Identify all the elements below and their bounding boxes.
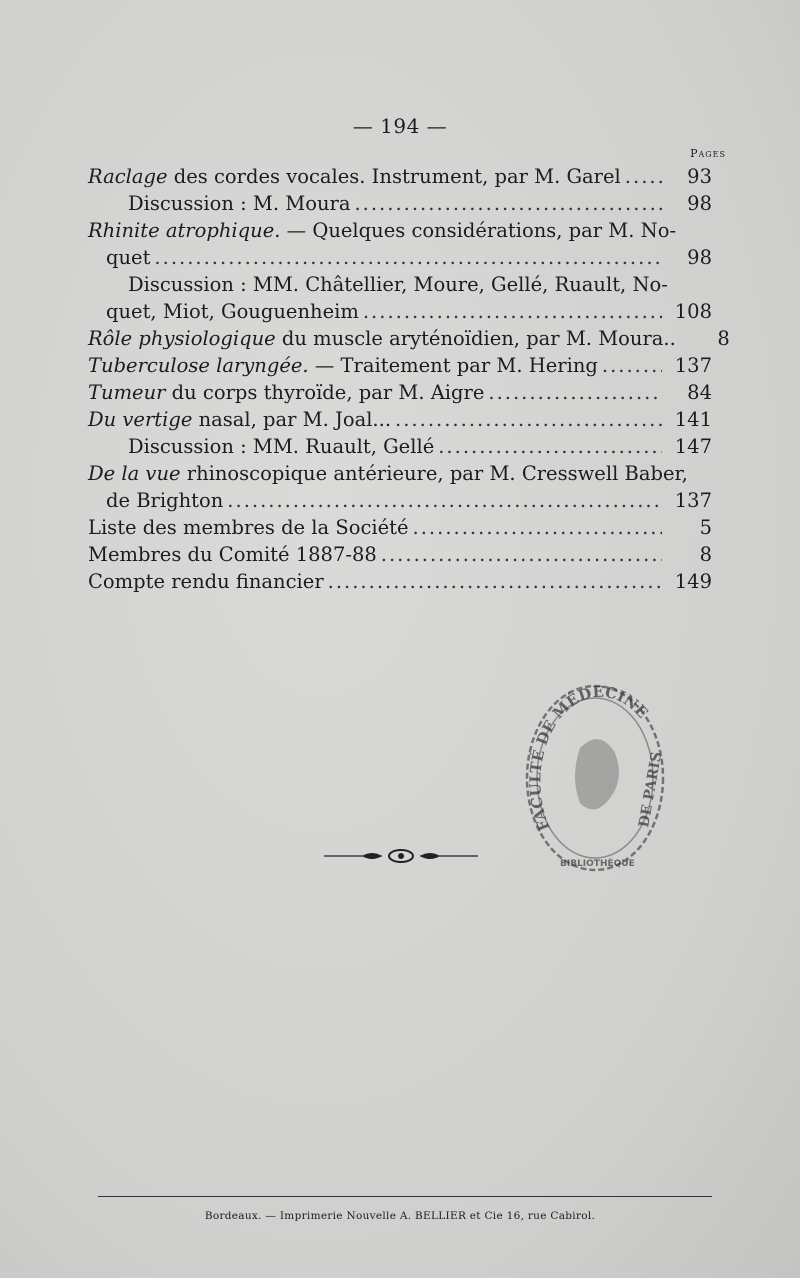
fleuron-ornament-icon bbox=[322, 844, 480, 868]
toc-entry-rhinite bbox=[88, 217, 712, 271]
toc-entry-discussion-ruault bbox=[88, 433, 712, 460]
table-of-contents bbox=[88, 163, 730, 595]
dot-leader bbox=[154, 244, 662, 271]
pages-column-header: Pages bbox=[690, 147, 726, 160]
dot-leader bbox=[602, 352, 662, 379]
stamp-text-side: DE PARIS bbox=[636, 750, 666, 829]
entry-text: rhinoscopique antérieure, par M. Cresswell Baber, bbox=[180, 462, 688, 485]
entry-text: du muscle aryténoïdien, par M. Moura.. bbox=[275, 327, 676, 350]
entry-page: 149 bbox=[674, 570, 712, 593]
entry-page: 93 bbox=[687, 165, 712, 188]
printer-imprint: Bordeaux. — Imprimerie Nouvelle A. BELLIER et Cie 16, rue Cabirol. bbox=[204, 1210, 596, 1222]
toc-entry-compte-rendu bbox=[88, 568, 712, 595]
entry-title: De la vue bbox=[88, 462, 181, 485]
entry-page: 98 bbox=[687, 192, 712, 215]
toc-entry-vue-rhinoscopique bbox=[88, 460, 712, 514]
entry-page: 141 bbox=[674, 408, 712, 431]
dot-leader bbox=[438, 433, 662, 460]
entry-text: Membres du Comité 1887-88 bbox=[88, 543, 377, 566]
entry-page: 5 bbox=[699, 516, 712, 539]
entry-title: Tuberculose laryngée. bbox=[88, 354, 309, 377]
entry-title: Du vertige bbox=[88, 408, 193, 431]
entry-text: du corps thyroïde, par M. Aigre bbox=[165, 381, 485, 404]
dot-leader bbox=[363, 298, 662, 325]
entry-text: Liste des membres de la Société bbox=[88, 516, 409, 539]
dot-leader bbox=[227, 487, 662, 514]
toc-entry-discussion-chatellier bbox=[88, 271, 712, 325]
dot-leader bbox=[413, 514, 662, 541]
dot-leader bbox=[381, 541, 662, 568]
dot-leader bbox=[395, 406, 662, 433]
entry-page: 137 bbox=[674, 354, 712, 377]
entry-title: Rhinite atrophique. bbox=[88, 219, 281, 242]
entry-title: Tumeur bbox=[88, 381, 166, 404]
entry-page: 98 bbox=[687, 246, 712, 269]
entry-text: Compte rendu financier bbox=[88, 570, 324, 593]
entry-page: 8 bbox=[717, 327, 730, 350]
entry-page: 147 bbox=[674, 435, 712, 458]
toc-entry-raclage bbox=[88, 163, 712, 190]
toc-entry-tuberculose bbox=[88, 352, 712, 379]
toc-entry-membres-comite bbox=[88, 541, 712, 568]
stamp-text-bottom: BIBLIOTHÈQUE bbox=[560, 859, 635, 869]
stamp-text-top: FACULTÉ DE MÉDECINE bbox=[526, 682, 652, 834]
toc-entry-discussion-moura bbox=[88, 190, 712, 217]
entry-text: nasal, par M. Joal... bbox=[192, 408, 392, 431]
entry-text-continued: de Brighton bbox=[106, 489, 224, 512]
dot-leader bbox=[488, 379, 662, 406]
toc-entry-liste-membres bbox=[88, 514, 712, 541]
entry-text: des cordes vocales. Instrument, par M. Garel bbox=[167, 165, 621, 188]
entry-text: Discussion : MM. Châtellier, Moure, Gellé, Ruault, No- bbox=[128, 273, 668, 296]
toc-entry-vertige bbox=[88, 406, 712, 433]
toc-entry-tumeur bbox=[88, 379, 712, 406]
dot-leader bbox=[328, 568, 662, 595]
toc-entry-role-physiologique bbox=[88, 325, 730, 352]
library-stamp-icon bbox=[520, 678, 670, 888]
entry-text-continued: quet, Miot, Gouguenheim bbox=[106, 300, 359, 323]
entry-text: Discussion : M. Moura bbox=[128, 192, 351, 215]
entry-text: — Traitement par M. Hering bbox=[308, 354, 598, 377]
entry-title: Rôle physiologique bbox=[88, 327, 276, 350]
page-number: — 194 — bbox=[352, 114, 448, 138]
entry-page: 137 bbox=[674, 489, 712, 512]
dot-leader bbox=[354, 190, 662, 217]
entry-text: Discussion : MM. Ruault, Gellé bbox=[128, 435, 435, 458]
footer-rule bbox=[98, 1196, 712, 1197]
entry-page: 8 bbox=[699, 543, 712, 566]
dot-leader bbox=[625, 163, 662, 190]
entry-page: 108 bbox=[674, 300, 712, 323]
entry-text-continued: quet bbox=[106, 246, 151, 269]
entry-text: — Quelques considérations, par M. No- bbox=[280, 219, 677, 242]
entry-page: 84 bbox=[687, 381, 712, 404]
entry-title: Raclage bbox=[88, 165, 168, 188]
